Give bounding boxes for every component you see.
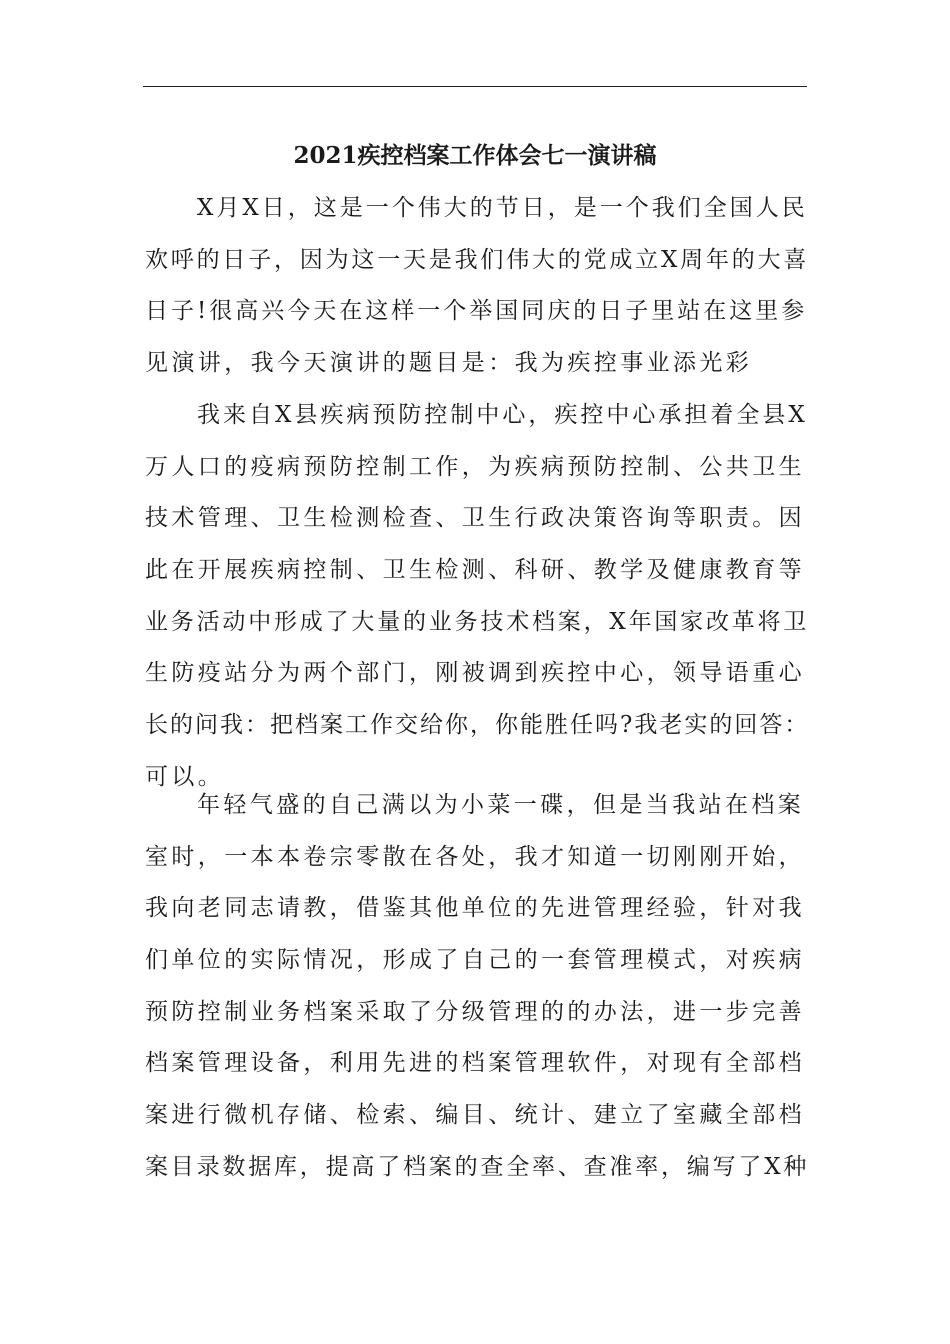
paragraph-line: 生防疫站分为两个部门，刚被调到疾控中心，领导语重心 [145,660,805,687]
paragraph-line: 欢呼的日子，因为这一天是我们伟大的党成立X周年的大喜 [145,246,810,273]
paragraph-line: 技术管理、卫生检测检查、卫生行政决策咨询等职责。因 [145,505,805,532]
paragraph-line: 我来自X县疾病预防控制中心，疾控中心承担着全县X [197,402,808,428]
paragraph-line: 室时，一本本卷宗零散在各处，我才知道一切刚刚开始， [145,843,805,870]
paragraph-2 [145,390,809,804]
paragraph-line: 档案管理设备，利用先进的档案管理软件，对现有全部档 [145,1050,805,1077]
paragraph-line: 案进行微机存储、检索、编目、统计、建立了室藏全部档 [145,1102,805,1129]
paragraph-line: 预防控制业务档案采取了分级管理的的办法，进一步完善 [145,998,805,1025]
paragraph-3 [145,780,809,1194]
paragraph-1 [145,183,809,390]
paragraph-line: 我向老同志请教，借鉴其他单位的先进管理经验，针对我 [145,895,805,922]
paragraph-line: 见演讲，我今天演讲的题目是：我为疾控事业添光彩 [145,350,753,377]
paragraph-line: 长的问我：把档案工作交给你，你能胜任吗?我老实的回答： [145,712,810,739]
paragraph-line: 业务活动中形成了大量的业务技术档案，X年国家改革将卫 [145,608,810,635]
document-title: 2021疾控档案工作体会七一演讲稿 [293,142,657,169]
paragraph-line: 案目录数据库，提高了档案的查全率、查准率，编写了X种 [145,1153,810,1180]
paragraph-line: 可以。 [145,763,225,790]
paragraph-line: 此在开展疾病控制、卫生检测、科研、教学及健康教育等 [145,557,805,584]
header-divider [143,86,807,87]
paragraph-line: 万人口的疫病预防控制工作，为疾病预防控制、公共卫生 [145,453,805,480]
paragraph-line: 们单位的实际情况，形成了自己的一套管理模式，对疾病 [145,947,805,974]
paragraph-line: 日子!很高兴今天在这样一个举国同庆的日子里站在这里参 [145,298,808,325]
paragraph-line: 年轻气盛的自己满以为小菜一碟，但是当我站在档案 [197,792,805,818]
paragraph-line: X月X日，这是一个伟大的节日，是一个我们全国人民 [197,195,808,221]
